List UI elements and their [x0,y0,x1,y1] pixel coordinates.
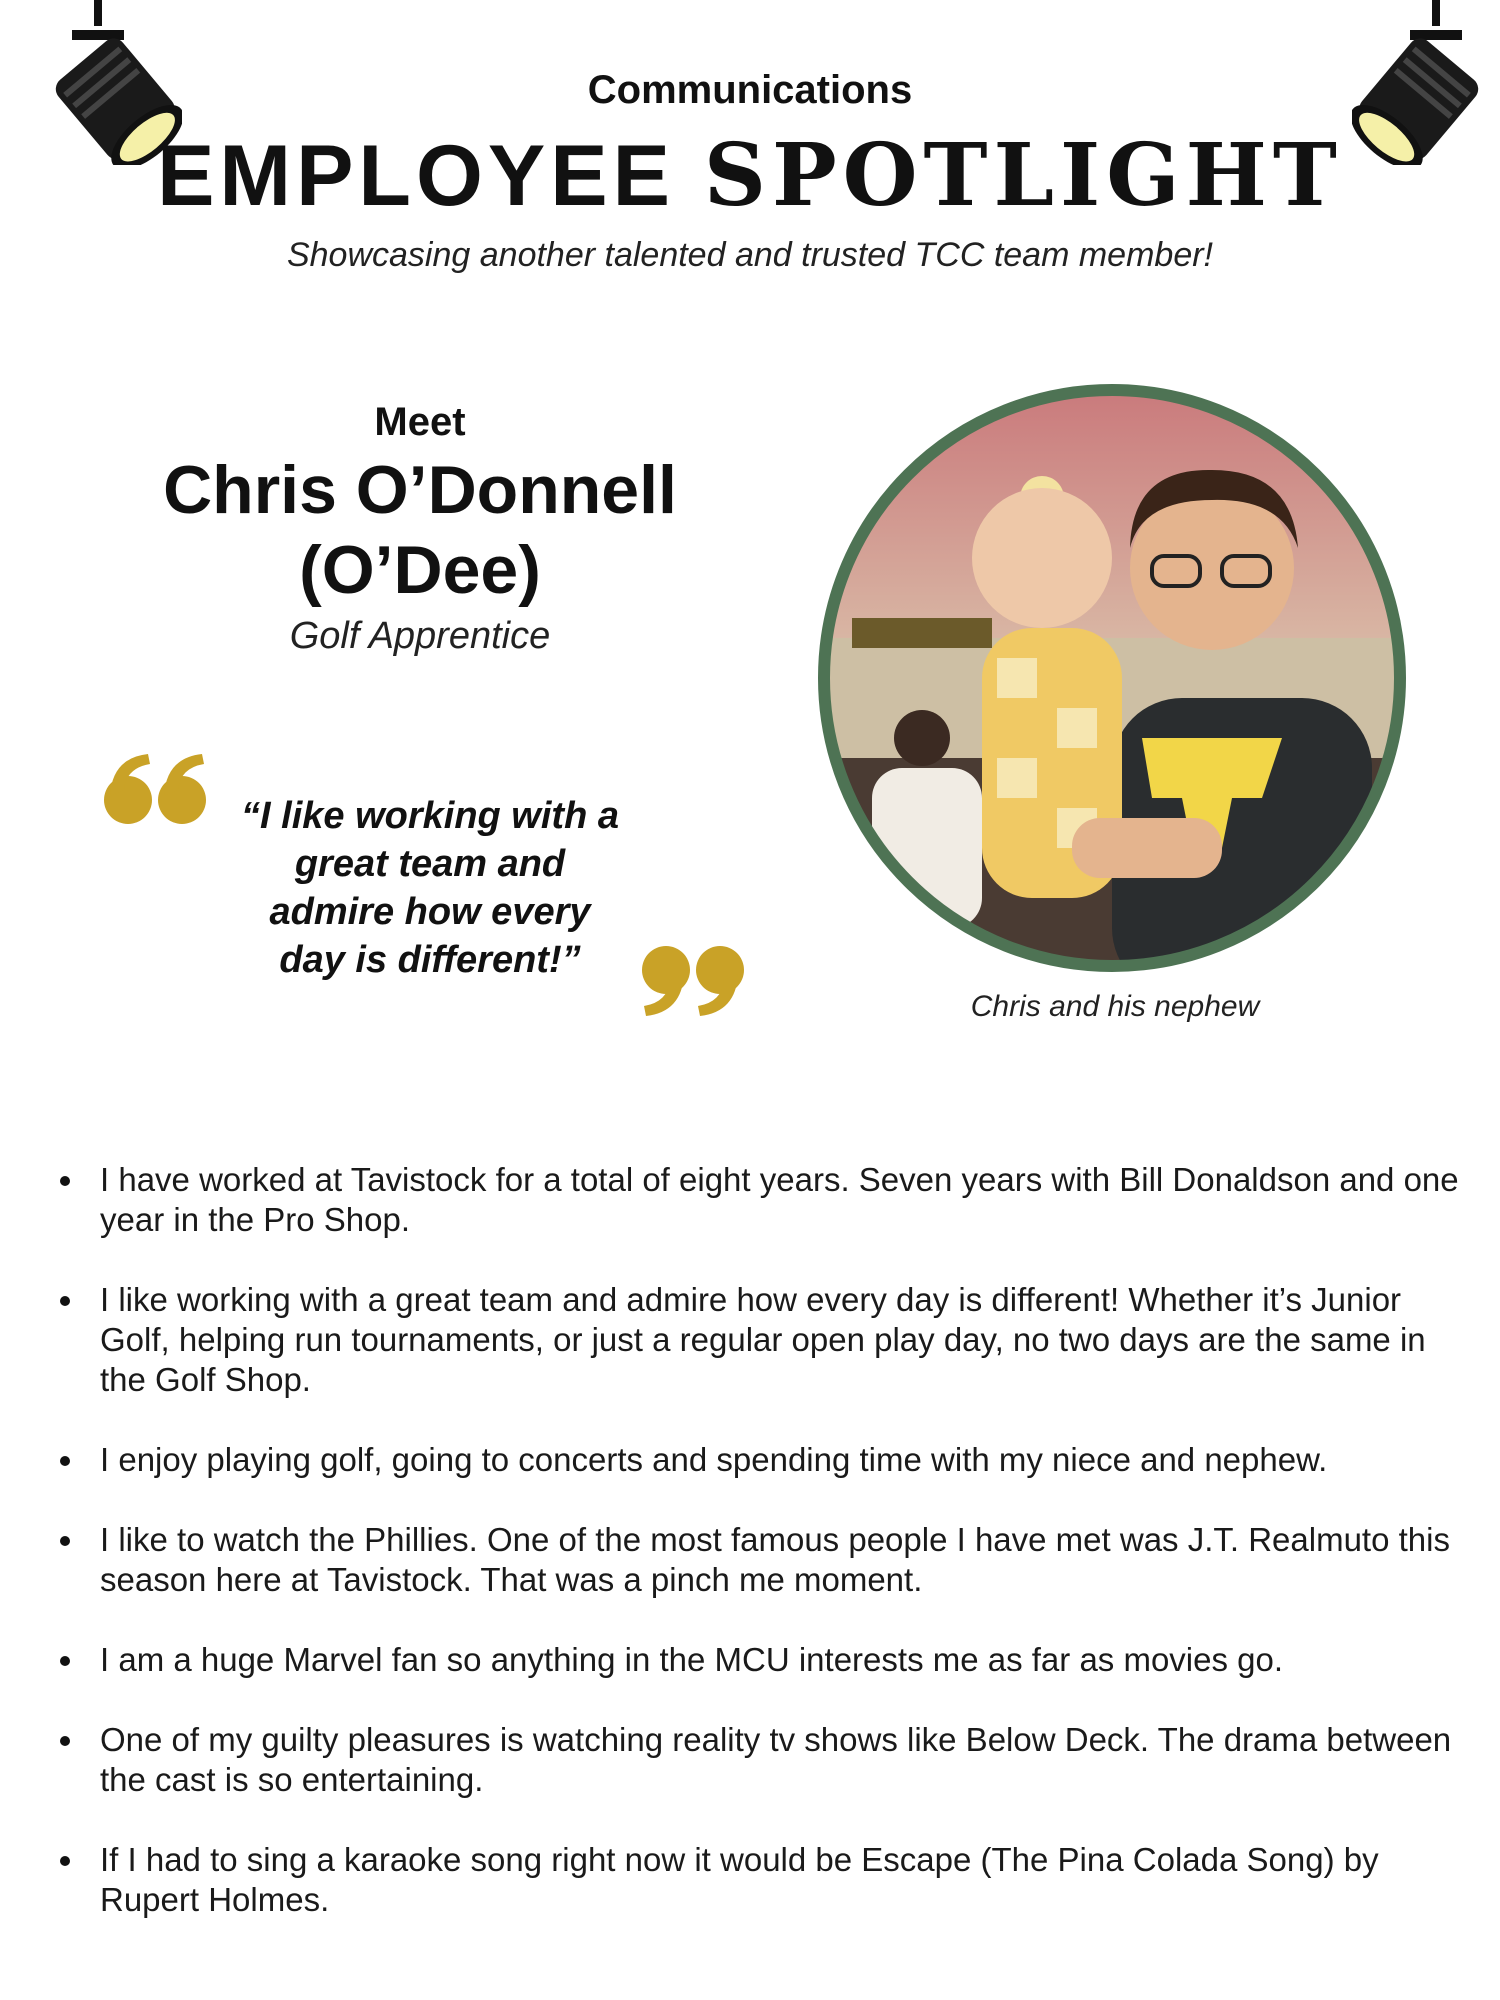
quote-line: great team and [294,843,566,885]
close-quote-icon [638,940,748,1020]
department-label: Communications [587,68,913,112]
photo-caption: Chris and his nephew [970,990,1260,1023]
fact-item: If I had to sing a karaoke song right now it would be Escape (The Pina Colada Song) by Rupert Holmes. [56,1840,1476,1920]
headline [0,125,1500,226]
employee-name-block [100,450,740,610]
employee-nickname: (O’Dee) [299,532,541,608]
fact-item: One of my guilty pleasures is watching reality tv shows like Below Deck. The drama between the cast is so entertaining. [56,1720,1476,1800]
fact-list [56,1160,1476,1960]
quote-line: day is different!” [279,939,581,981]
fact-item: I am a huge Marvel fan so anything in the MCU interests me as far as movies go. [56,1640,1476,1680]
open-quote-icon [100,750,210,830]
fact-item: I like working with a great team and admire how every day is different! Whether it’s Junior Golf, helping run tournaments, or just a regular open play day, no two days are the same in the Golf Shop. [56,1280,1476,1400]
tagline: Showcasing another talented and trusted TCC team member! [286,236,1214,274]
fact-item: I enjoy playing golf, going to concerts and spending time with my niece and nephew. [56,1440,1476,1480]
quote-line: “I like working with a [241,795,619,837]
meet-label: Meet [374,400,466,444]
headline-employee: EMPLOYEE [157,128,675,224]
employee-name: Chris O’Donnell [163,452,677,528]
headline-spotlight: SPOTLIGHT [703,125,1343,226]
job-title: Golf Apprentice [289,615,551,657]
quote-line: admire how every [269,891,591,933]
pull-quote [200,792,660,984]
employee-photo [812,378,1412,978]
fact-item: I like to watch the Phillies. One of the most famous people I have met was J.T. Realmuto this season here at Tavistock. That was a pinch me moment. [56,1520,1476,1600]
fact-item: I have worked at Tavistock for a total of eight years. Seven years with Bill Donaldson and one year in the Pro Shop. [56,1160,1476,1240]
